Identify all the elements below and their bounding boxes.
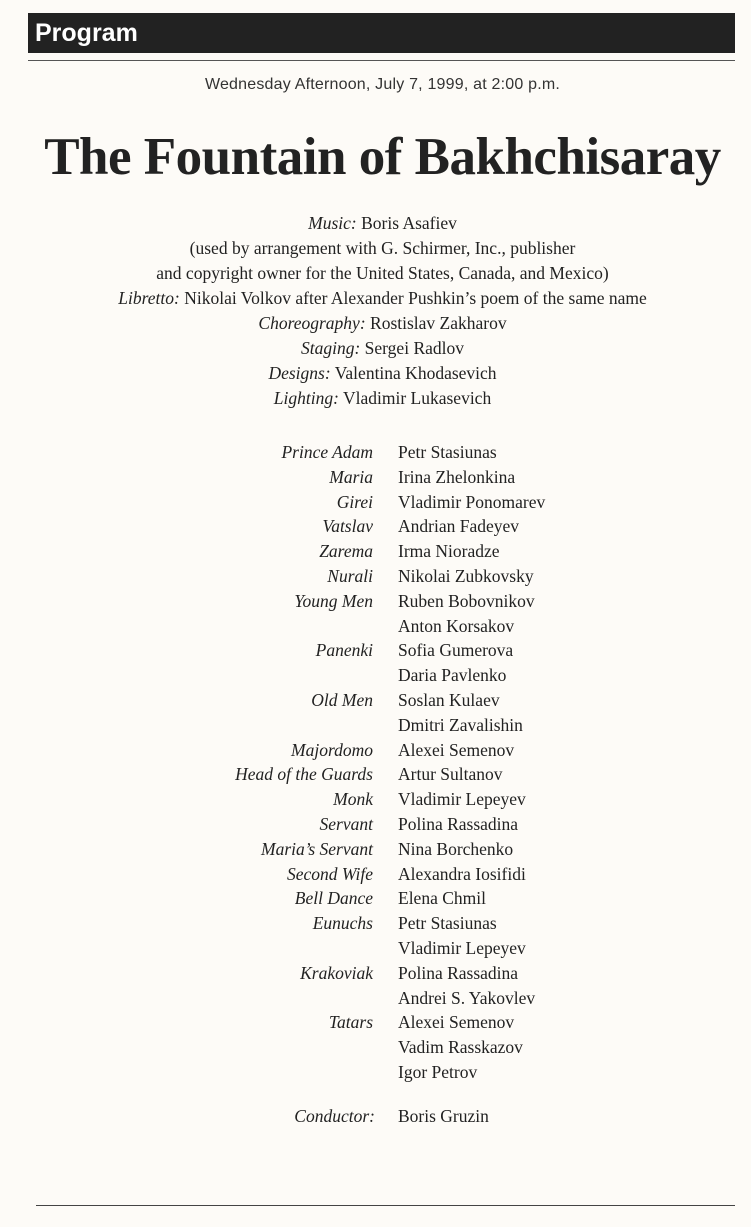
credit-role: Staging: [300,338,361,358]
cast-row [0,564,751,589]
cast-role: Maria’s Servant [261,838,373,859]
cast-dancer: Andrei S. Yakovlev [398,987,536,1008]
cast-row [0,961,751,986]
credit-staging [0,336,751,361]
cast-role: Prince Adam [281,442,373,462]
cast-dancer: Soslan Kulaev [398,689,500,710]
cast-dancer: Irina Zhelonkina [398,466,516,487]
cast-role: Nurali [327,565,373,586]
cast-row [0,787,751,812]
production-credits [0,211,751,411]
cast-role: Monk [333,789,373,810]
cast-dancer: Petr Stasiunas [398,913,497,934]
cast-dancer: Alexei Semenov [398,1012,515,1033]
cast-dancer: Petr Stasiunas [398,442,497,462]
credit-name: Valentina Khodasevich [334,363,497,383]
cast-dancer: Artur Sultanov [398,764,503,785]
credit-libretto [0,286,751,311]
credit-role: Libretto: [118,288,180,308]
section-title: Program [35,19,138,47]
credit-lighting [0,386,751,411]
cast-dancer: Nikolai Zubkovsky [398,565,534,586]
cast-dancer: Polina Rassadina [398,962,519,983]
cast-dancer: Anton Korsakov [398,615,515,636]
cast-role: Bell Dance [294,888,373,909]
cast-role: Old Men [311,689,373,710]
cast-dancer: Vladimir Ponomarev [398,491,546,512]
cast-row [0,663,751,688]
cast-row [0,812,751,837]
cast-role: Maria [329,466,373,487]
cast-row [0,911,751,936]
credit-role: Choreography: [258,313,366,333]
cast-list [0,440,751,1085]
cast-dancer: Sofia Gumerova [398,640,514,661]
cast-row [0,1060,751,1085]
credit-choreography [0,311,751,336]
cast-dancer: Irma Nioradze [398,541,500,562]
cast-dancer: Igor Petrov [398,1061,478,1082]
cast-row [0,762,751,787]
cast-row [0,862,751,887]
conductor-label: Conductor: [294,1106,375,1126]
conductor-name: Boris Gruzin [398,1106,489,1126]
cast-dancer: Daria Pavlenko [398,665,507,686]
cast-dancer: Alexei Semenov [398,739,515,760]
cast-role: Girei [336,491,373,512]
cast-role: Servant [319,813,373,834]
cast-dancer: Andrian Fadeyev [398,516,520,537]
cast-role: Panenki [315,640,373,661]
credit-role: Lighting: [273,388,339,408]
cast-dancer: Nina Borchenko [398,838,514,859]
cast-dancer: Vladimir Lepeyev [398,937,526,958]
cast-row [0,614,751,639]
credit-designs [0,361,751,386]
cast-dancer: Alexandra Iosifidi [398,863,526,884]
cast-row [0,986,751,1011]
cast-row [0,465,751,490]
cast-role: Zarema [319,541,373,562]
section-header-bar [28,13,735,53]
cast-row [0,713,751,738]
cast-row [0,1035,751,1060]
credit-name: Sergei Radlov [364,338,464,358]
cast-dancer: Vadim Rasskazov [398,1037,523,1058]
cast-role: Head of the Guards [235,764,373,785]
cast-row [0,688,751,713]
cast-dancer: Polina Rassadina [398,813,519,834]
cast-row [0,886,751,911]
credit-music [0,211,751,236]
cast-dancer: Vladimir Lepeyev [398,789,526,810]
credit-name: Vladimir Lukasevich [342,388,492,408]
cast-dancer: Elena Chmil [398,888,486,909]
cast-row [0,837,751,862]
cast-row [0,1010,751,1035]
credit-name: Rostislav Zakharov [370,313,507,333]
ballet-title: The Fountain of Bakhchisaray [44,128,721,186]
cast-row [0,589,751,614]
cast-row [0,738,751,763]
cast-dancer: Dmitri Zavalishin [398,714,523,735]
credit-name: Nikolai Volkov after Alexander Pushkin’s poem of the same name [184,288,647,308]
cast-role: Eunuchs [312,913,373,934]
performance-date: Wednesday Afternoon, July 7, 1999, at 2:00 p.m. [204,76,561,93]
credit-arrangement-line: (used by arrangement with G. Schirmer, Inc., publisher [189,238,576,258]
cast-role: Vatslav [322,516,373,537]
cast-role: Second Wife [286,863,373,884]
credit-arrangement-line: and copyright owner for the United States, Canada, and Mexico) [156,263,609,283]
cast-row [0,936,751,961]
cast-row [0,539,751,564]
credit-role: Music: [308,213,357,233]
cast-row [0,490,751,515]
conductor-row [0,1104,751,1129]
cast-row [0,638,751,663]
cast-row [0,440,751,465]
cast-role: Tatars [328,1012,373,1033]
credit-role: Designs: [268,363,331,383]
cast-role: Majordomo [291,739,373,760]
header-divider [28,60,735,61]
cast-dancer: Ruben Bobovnikov [398,590,535,611]
credit-name: Boris Asafiev [361,213,457,233]
cast-role: Krakoviak [300,962,373,983]
cast-row [0,514,751,539]
footer-divider [36,1205,735,1206]
cast-role: Young Men [294,590,373,611]
